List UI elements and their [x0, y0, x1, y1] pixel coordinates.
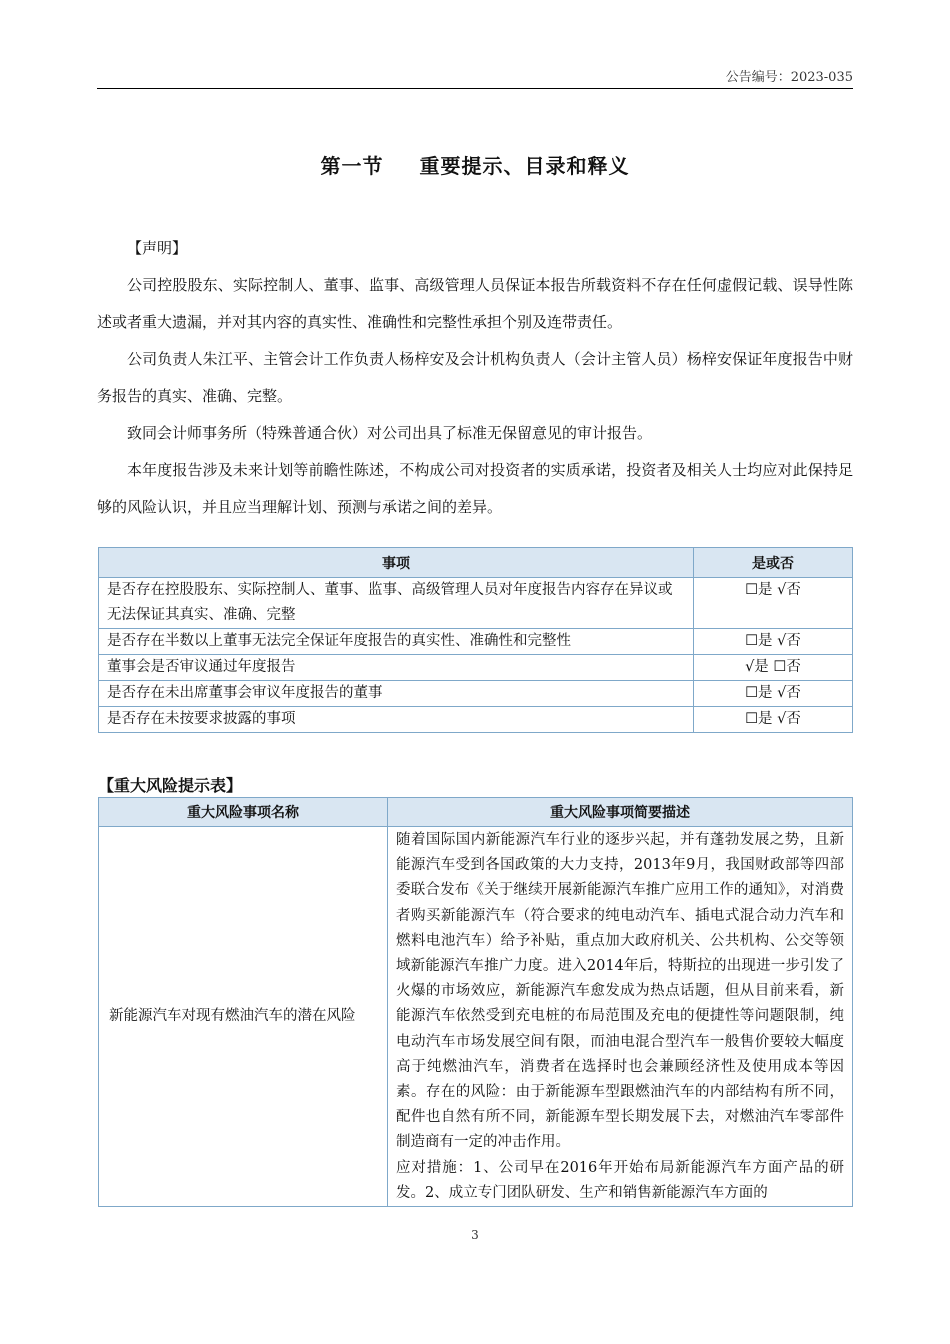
declaration-paragraph: 本年度报告涉及未来计划等前瞻性陈述，不构成公司对投资者的实质承诺，投资者及相关人士均应对此保持足够的风险认识，并且应当理解计划、预测与承诺之间的差异。 — [97, 461, 853, 516]
risk-description: 随着国际国内新能源汽车行业的逐步兴起，并有蓬勃发展之势，且新能源汽车受到各国政策的大力支持，2013年9月，我国财政部等四部委联合发布《关于继续开展新能源汽车推广应用工作的通知》，对消费者购买新能源汽车（符合要求的纯电动汽车、插电式混合动力汽车和燃料电池汽车）给予补贴，重点加大政府机关、公共机构、公交等领域新能源汽车推广力度。进入2014年后，特斯拉的出现进一步引发了火爆的市场效应，新能源汽车愈发成为热点话题，但从目前来看，新能源汽车依然受到充电桩的布局范围及充电的便捷性等问题限制，纯电动汽车市场发展空间有限，而油电混合型汽车一般售价要较大幅度高于纯燃油汽车，消费者在选择时也会兼顾经济性及使用成本等因素。存在的风险：由于新能源车型跟燃油汽车的内部结构有所不同，配件也自然有所不同，新能源车型长期发展下去，对燃油汽车零部件制造商有一定的冲击作用。 — [396, 832, 844, 1151]
declaration-paragraph: 公司负责人朱江平、主管会计工作负责人杨梓安及会计机构负责人（会计主管人员）杨梓安保证年度报告中财务报告的真实、准确、完整。 — [97, 350, 853, 405]
matter-cell: 是否存在未出席董事会审议年度报告的董事 — [99, 681, 694, 707]
declaration-block — [97, 230, 853, 526]
yes-no-cell: ☐是 √否 — [694, 578, 853, 629]
yes-no-cell: √是 ☐否 — [694, 655, 853, 681]
table-header-row — [99, 798, 853, 827]
matter-cell: 是否存在半数以上董事无法完全保证年度报告的真实性、准确性和完整性 — [99, 629, 694, 655]
risk-name-cell: 新能源汽车对现有燃油汽车的潜在风险 — [99, 827, 388, 1207]
matter-cell: 是否存在未按要求披露的事项 — [99, 707, 694, 733]
risk-table-heading: 【重大风险提示表】 — [98, 776, 243, 795]
risk-measures: 应对措施：1、公司早在2016年开始布局新能源汽车方面产品的研发。2、成立专门团队研发、生产和销售新能源汽车方面的 — [396, 1159, 844, 1201]
table-row — [99, 681, 853, 707]
section-title — [0, 150, 950, 179]
announcement-number: 公告编号：2023-035 — [725, 70, 853, 85]
section-number: 第一节 — [320, 154, 384, 178]
yes-no-cell: ☐是 √否 — [694, 629, 853, 655]
matter-cell: 是否存在控股股东、实际控制人、董事、监事、高级管理人员对年度报告内容存在异议或无法保证其真实、准确、完整 — [99, 578, 694, 629]
declaration-label: 【声明】 — [127, 239, 188, 257]
matter-cell: 董事会是否审议通过年度报告 — [99, 655, 694, 681]
table-row — [99, 655, 853, 681]
matters-table — [98, 547, 853, 733]
table-header-row — [99, 548, 853, 578]
yes-no-cell: ☐是 √否 — [694, 707, 853, 733]
column-header: 重大风险事项名称 — [99, 798, 388, 827]
header-divider — [97, 88, 853, 89]
table-row — [99, 578, 853, 629]
section-heading: 重要提示、目录和释义 — [419, 154, 630, 178]
declaration-paragraph: 致同会计师事务所（特殊普通合伙）对公司出具了标准无保留意见的审计报告。 — [127, 424, 653, 442]
column-header: 事项 — [99, 548, 694, 578]
column-header: 重大风险事项简要描述 — [388, 798, 853, 827]
table-row — [99, 629, 853, 655]
page-number: 3 — [471, 1228, 479, 1242]
column-header: 是或否 — [694, 548, 853, 578]
risk-table — [98, 797, 853, 1207]
risk-description-cell — [388, 827, 853, 1207]
table-row — [99, 827, 853, 1207]
yes-no-cell: ☐是 √否 — [694, 681, 853, 707]
table-row — [99, 707, 853, 733]
declaration-paragraph: 公司控股股东、实际控制人、董事、监事、高级管理人员保证本报告所载资料不存在任何虚假记载、误导性陈述或者重大遗漏，并对其内容的真实性、准确性和完整性承担个别及连带责任。 — [97, 276, 853, 331]
